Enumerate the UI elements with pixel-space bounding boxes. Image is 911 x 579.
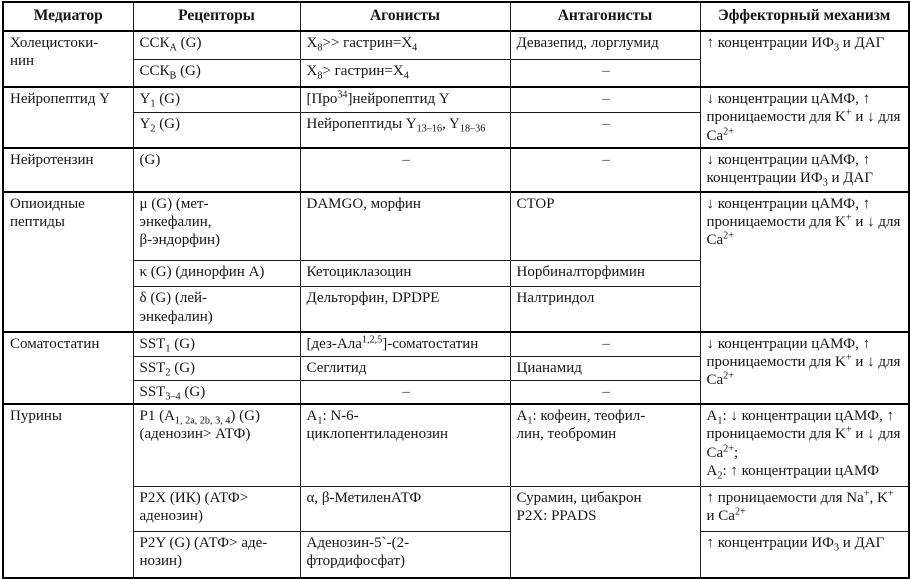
antagonist-cell: Цианамид xyxy=(510,357,700,380)
antagonist-cell: – xyxy=(510,60,700,87)
header-receptors: Рецепторы xyxy=(133,2,300,31)
effector-cell: ↑ проницаемости для Na+, K+ и $Ca^{2+}$ xyxy=(700,486,909,531)
antagonist-cell: Девазепид, лорглумид xyxy=(510,31,700,60)
table-row xyxy=(3,87,909,112)
table-row xyxy=(3,486,909,531)
mediator-cell: Нейротензин xyxy=(3,148,133,192)
effector-cell: ↓ концентрации цАМФ, ↑ концентрации $ИФ_3$ и ДАГ xyxy=(700,148,909,192)
receptor-cell: δ (G) (лей- энкефалин) xyxy=(133,287,300,332)
receptor-cell: (G) xyxy=(133,148,300,192)
agonist-cell: – xyxy=(300,380,510,404)
antagonist-cell: Сурамин, цибакрон P2X: PPADS xyxy=(510,486,700,578)
agonist-cell: α, β-МетиленАТФ xyxy=(300,486,510,531)
agonist-cell: $X_8>$ $гастрин=X_4$ xyxy=(300,60,510,87)
agonist-cell: Нейропептиды $Y_{13-16}$, $Y_{18-36}$ xyxy=(300,112,510,148)
agonist-cell: $A_1$: N-6- циклопентиладенозин xyxy=(300,404,510,486)
table-row xyxy=(3,404,909,486)
table-row xyxy=(3,192,909,261)
antagonist-cell: Норбиналторфимин xyxy=(510,261,700,287)
agonist-cell: Сеглитид xyxy=(300,357,510,380)
agonist-cell: Аденозин-5`-(2- фтордифосфат) xyxy=(300,531,510,578)
agonist-cell: Кетоциклазоцин xyxy=(300,261,510,287)
antagonist-cell: – xyxy=(510,332,700,357)
agonist-cell: [дез-Ала$^{1,2,5}$]-соматостатин xyxy=(300,332,510,357)
table-row xyxy=(3,531,909,578)
table-row xyxy=(3,148,909,192)
mediator-cell: Нейропептид Y xyxy=(3,87,133,148)
effector-cell: ↑ концентрации $ИФ_3$ и ДАГ xyxy=(700,31,909,87)
agonist-cell: – xyxy=(300,148,510,192)
receptor-cell: P2X (ИК) (АТФ> аденозин) xyxy=(133,486,300,531)
antagonist-cell: – xyxy=(510,148,700,192)
mediator-cell: Холецистоки- нин xyxy=(3,31,133,87)
receptor-cell: $Y_2$ (G) xyxy=(133,112,300,148)
agonist-cell: $X_8>>$ $гастрин=X_4$ xyxy=(300,31,510,60)
receptor-cell: μ (G) (мет- энкефалин, β-эндорфин) xyxy=(133,192,300,261)
header-row xyxy=(3,2,909,31)
agonist-cell: DAMGO, морфин xyxy=(300,192,510,261)
header-effector: Эффекторный механизм xyxy=(700,2,909,31)
mediators-table xyxy=(2,1,910,579)
mediator-cell: Пурины xyxy=(3,404,133,578)
receptor-cell: κ (G) (динорфин А) xyxy=(133,261,300,287)
agonist-cell: Дельторфин, DPDPE xyxy=(300,287,510,332)
table-row xyxy=(3,332,909,357)
receptor-cell: $SST_{3-4}$ (G) xyxy=(133,380,300,404)
antagonist-cell: – xyxy=(510,112,700,148)
antagonist-cell: $A_1$: кофеин, теофил- лин, теобромин xyxy=(510,404,700,486)
header-antagonists: Антагонисты xyxy=(510,2,700,31)
agonist-cell: [Про$^{34}$]нейропептид Y xyxy=(300,87,510,112)
receptor-cell: P2Y (G) (АТФ> аде- нозин) xyxy=(133,531,300,578)
effector-cell: ↓ концентрации цАМФ, ↑ проницаемости для K+ и ↓ для $Ca^{2+}$ xyxy=(700,87,909,148)
antagonist-cell: – xyxy=(510,87,700,112)
receptor-cell: $Y_1$ (G) xyxy=(133,87,300,112)
receptor-cell: $ССК_А$ (G) xyxy=(133,31,300,60)
receptor-cell: $ССК_В$ (G) xyxy=(133,60,300,87)
receptor-cell: P1 $(A_{1, 2a, 2b, 3, 4})$ (G) (аденозин> АТФ) xyxy=(133,404,300,486)
effector-cell: ↓ концентрации цАМФ, ↑ проницаемости для K+ и ↓ для $Ca^{2+}$ xyxy=(700,332,909,404)
antagonist-cell: – xyxy=(510,380,700,404)
mediator-cell: Опиоидные пептиды xyxy=(3,192,133,332)
mediator-cell: Соматостатин xyxy=(3,332,133,404)
effector-cell: $A_1$: ↓ концентрации цАМФ, ↑ проницаемости для K+ и ↓ для $Ca^{2+}$; $A_2$: ↑ концентрации цАМФ xyxy=(700,404,909,486)
receptor-cell: $SST_1$ (G) xyxy=(133,332,300,357)
table-row xyxy=(3,31,909,60)
receptor-cell: $SST_2$ (G) xyxy=(133,357,300,380)
header-mediator: Медиатор xyxy=(3,2,133,31)
header-agonists: Агонисты xyxy=(300,2,510,31)
effector-cell: ↑ концентрации $ИФ_3$ и ДАГ xyxy=(700,531,909,578)
antagonist-cell: CTOP xyxy=(510,192,700,261)
antagonist-cell: Налтриндол xyxy=(510,287,700,332)
effector-cell: ↓ концентрации цАМФ, ↑ проницаемости для K+ и ↓ для $Ca^{2+}$ xyxy=(700,192,909,332)
